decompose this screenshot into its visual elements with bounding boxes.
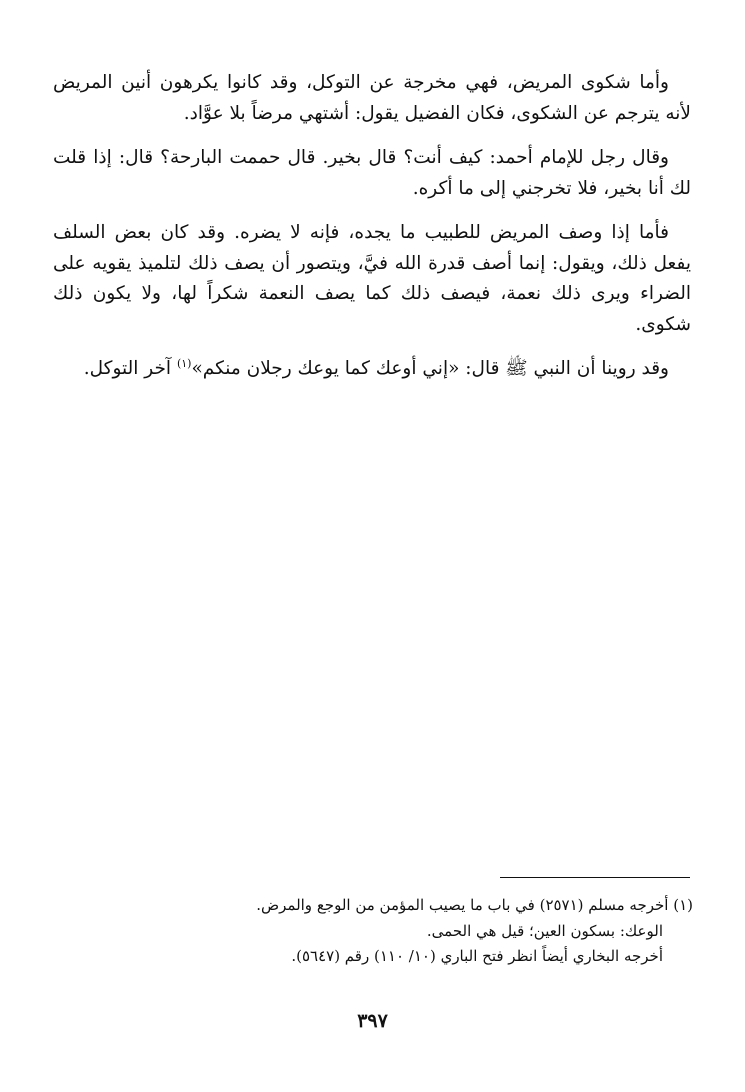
- paragraph: وأما شكوى المريض، فهي مخرجة عن التوكل، وقد كانوا يكرهون أنين المريض لأنه يترجم عن الشكوى، فكان الفضيل يقول: أشتهي مرضاً بلا عوَّاد.: [53, 72, 691, 124]
- paragraph-final: [53, 354, 691, 385]
- closing-text: آخر التوكل.: [83, 358, 177, 379]
- footnote-line: الوعك: بسكون العين؛ قيل هي الحمى.: [426, 921, 663, 940]
- footnote-line: (١) أخرجه مسلم (٢٥٧١) في باب ما يصيب المؤمن من الوجع والمرض.: [256, 896, 693, 914]
- paragraph: فأما إذا وصف المريض للطبيب ما يجده، فإنه لا يضره. وقد كان بعض السلف يفعل ذلك، ويقول: إنما أصف قدرة الله فيَّ، ويتصور أن يصف ذلك لتلميذ يقويه على الضراء ويرى ذلك نعمة، فيصف ذلك كما يصف النعمة شكراً لها، ولا يكون ذلك شكوى.: [53, 222, 691, 335]
- footnote-divider: [500, 877, 690, 878]
- footnote-line: أخرجه البخاري أيضاً انظر فتح الباري (١٠/ ١١٠) رقم (٥٦٤٧).: [291, 947, 663, 965]
- footnote-reference: (١): [176, 356, 192, 370]
- hadith-text: وقد روينا أن النبي ﷺ قال: «إني أوعك كما يوعك رجلان منكم»: [191, 358, 669, 379]
- footnotes: [180, 893, 693, 970]
- page-number: ٣٩٧: [357, 1010, 388, 1032]
- main-text: [53, 68, 691, 399]
- paragraph: وقال رجل للإمام أحمد: كيف أنت؟ قال بخير. قال حممت البارحة؟ قال: إذا قلت لك أنا بخير، فلا تخرجني إلى ما أكره.: [53, 147, 691, 199]
